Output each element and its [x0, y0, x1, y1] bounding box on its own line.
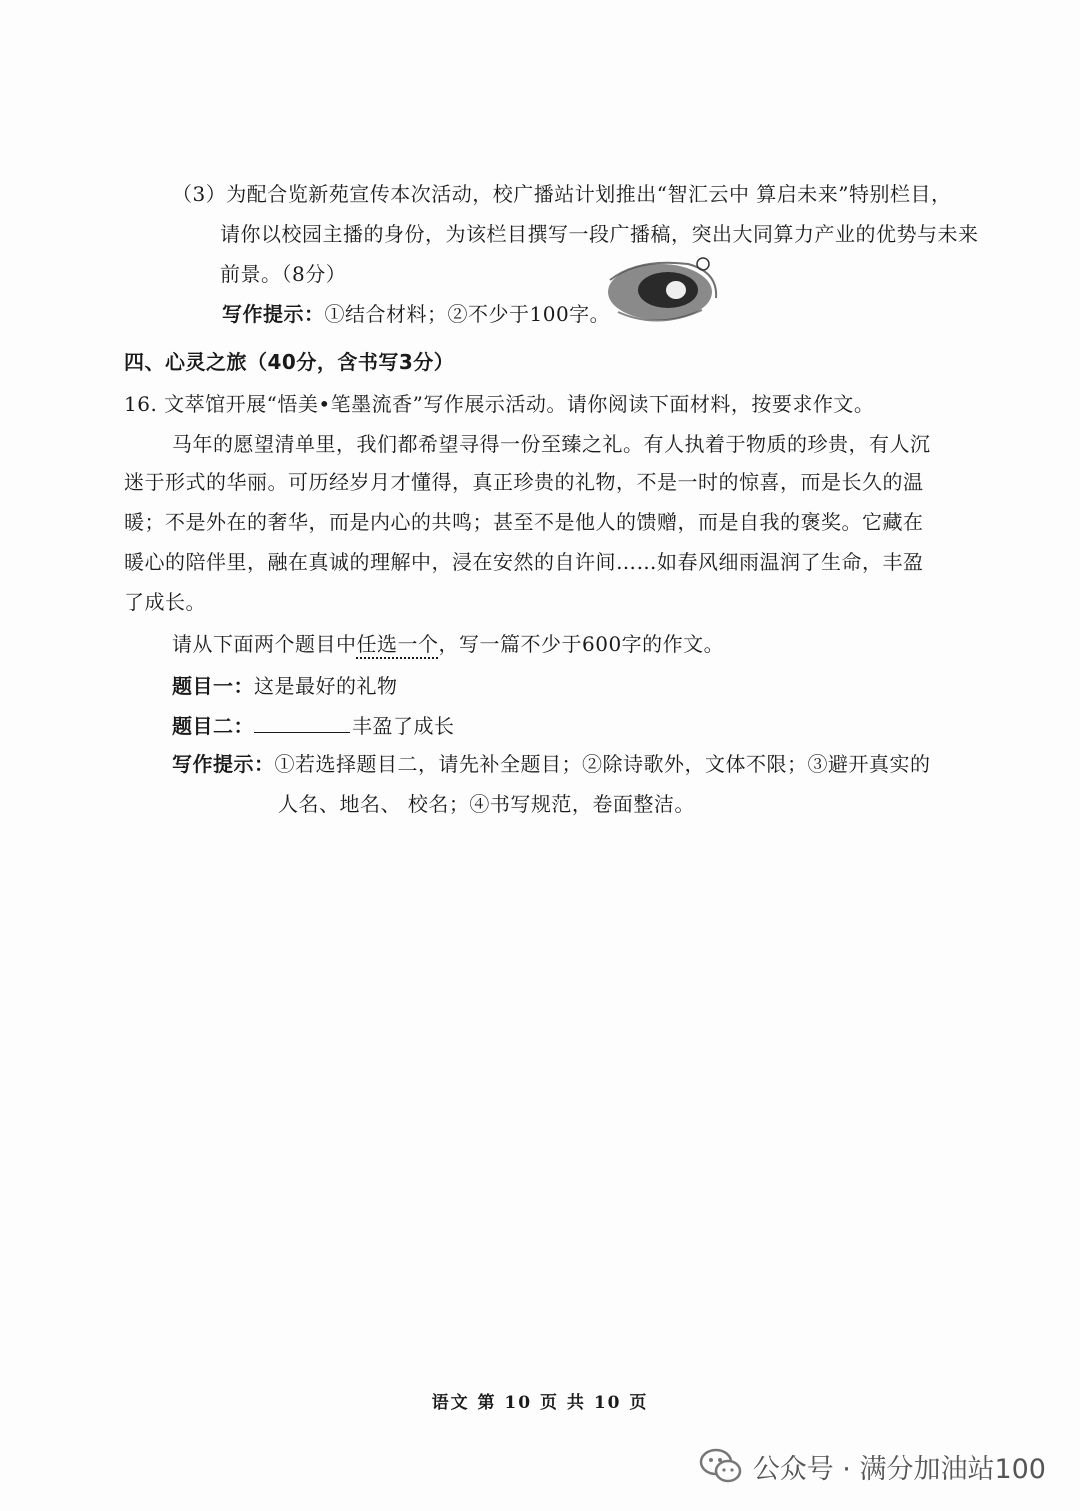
topic-1-label: 题目一：	[172, 674, 254, 698]
topic-1-text: 这是最好的礼物	[254, 674, 398, 698]
q16-writing-tip	[172, 750, 931, 778]
instruction-pre: 请从下面两个题目中	[172, 632, 357, 656]
q16-intro: 16. 文萃馆开展“悟美•笔墨流香”写作展示活动。请你阅读下面材料，按要求作文。	[124, 392, 875, 416]
wechat-watermark	[699, 1446, 1046, 1486]
q16-instruction	[172, 630, 724, 658]
page-footer: 语文 第 10 页 共 10 页	[431, 1393, 649, 1413]
q16-tip-label: 写作提示：	[172, 752, 275, 776]
q16-material-line-3: 暖；不是外在的奢华，而是内心的共鸣；甚至不是他人的馈赠，而是自我的褒奖。它藏在	[124, 510, 924, 534]
q3-line-3: 前景。（8分）	[220, 262, 347, 286]
q3-tip-label: 写作提示：	[222, 302, 325, 326]
q16-material-line-5: 了成长。	[124, 590, 206, 614]
topic-2-blank	[254, 714, 350, 733]
q16-material-line-4: 暖心的陪伴里，融在真诚的理解中，浸在安然的自许间……如春风细雨温润了生命，丰盈	[124, 550, 924, 574]
q3-tip-text: ①结合材料；②不少于100字。	[324, 302, 611, 326]
q3-line-1: （3）为配合览新苑宣传本次活动，校广播站计划推出“智汇云中 算启未来”特别栏目，	[172, 182, 952, 206]
section-4-title: 四、心灵之旅（40分，含书写3分）	[124, 350, 455, 374]
instruction-emphasis: 任选一个	[356, 632, 439, 656]
topic-2-label: 题目二：	[172, 714, 254, 738]
q3-writing-tip	[222, 300, 610, 328]
q3-line-2: 请你以校园主播的身份，为该栏目撰写一段广播稿，突出大同算力产业的优势与未来	[220, 222, 979, 246]
topic-1	[172, 672, 398, 700]
topic-2	[172, 712, 455, 740]
wechat-icon	[699, 1446, 743, 1486]
q16-tip-line-1: ①若选择题目二，请先补全题目；②除诗歌外，文体不限；③避开真实的	[274, 752, 931, 776]
topic-2-text: 丰盈了成长	[352, 714, 455, 738]
instruction-post: ，写一篇不少于600字的作文。	[438, 632, 725, 656]
q16-material-line-1: 马年的愿望清单里，我们都希望寻得一份至臻之礼。有人执着于物质的珍贵，有人沉	[172, 432, 931, 456]
q16-tip-line-2: 人名、地名、 校名；④书写规范，卷面整洁。	[278, 792, 695, 816]
ink-smudge-icon	[598, 250, 728, 340]
q16-material-line-2: 迷于形式的华丽。可历经岁月才懂得，真正珍贵的礼物，不是一时的惊喜，而是长久的温	[124, 470, 924, 494]
watermark-text: 公众号 · 满分加油站100	[752, 1453, 1046, 1485]
